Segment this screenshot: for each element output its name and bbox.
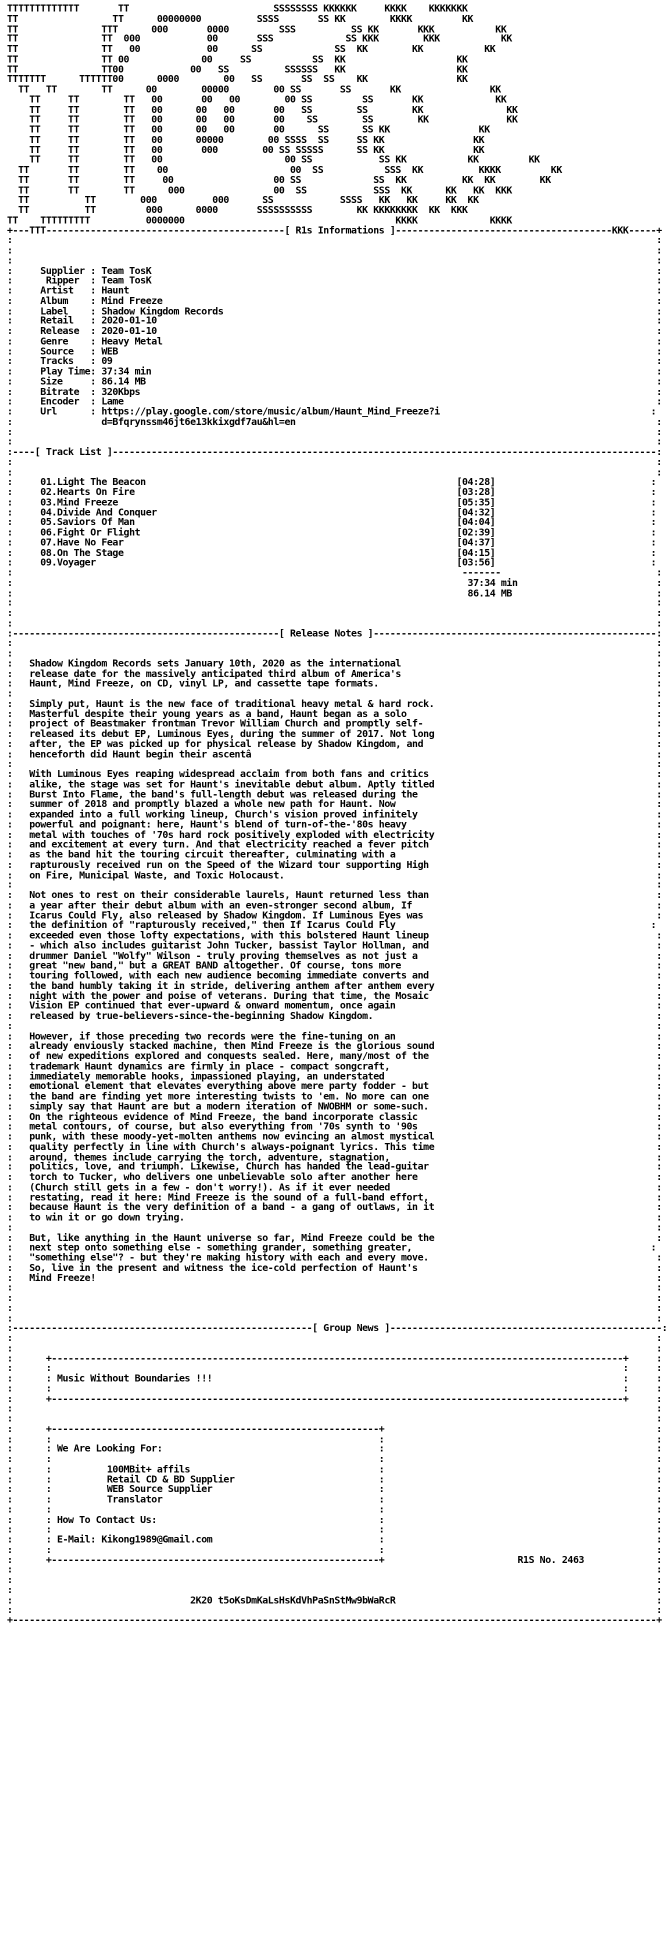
- nfo-document-text: TTTTTTTTTTTTT TT SSSSSSSS KKKKKK KKKK KKKKKKK TT TT 00000000 SSSS SS KK KKKK KK TT TTT 000 0000 SSS SS KK KKK KK TT TT 000 00 SSS SS KKK KKK KK TT TT 00 00 SS SS KK KK KK TT TT 00 00 SS SS KK KK TT TT00 00 SS SSSSSS KK KK TTTTTTT TTTTTT00 0000 00 SS SS SS KK KK TT TT TT 00 00000 00 SS SS KK KK TT TT TT 00 00 00 00 SS SS KK KK TT TT TT 00 00 00 00 SS SS KK KK TT TT TT 00 00 00 00 SS SS KK KK TT TT TT 00 00 00 00 SS SS KK KK TT TT TT 00 00000 00 SSSS SS SS KK KK TT TT TT 00 000 00 SS SSSSS SS KK KK TT TT TT 00 00 SS SS KK KK KK TT TT TT 00 00 SS SSS KK KKKK KK TT TT TT 00 00 SS SS KK KK KK KK TT TT TT 000 00 SS SSS KK KK KK KKK TT TT 000 000 SS SSSS KK KK KK KK TT TT 000 0000 SSSSSSSSSS KK KKKKKKKK KK KKK TT TTTTTTTTT 0000000 KKKK KKKK +---TTT-------------------------------------------[ R1s Informations ]---------------------------------------KKK-----+ : : : : : : : Supplier : Team TosK : : Ripper : Team TosK : : Artist : Haunt : : Album : Mind Freeze : : Label : Shadow Kingdom Records : : Retail : 2020-01-10 : : Release : 2020-01-10 : : Genre : Heavy Metal : : Source : WEB : : Tracks : 09 : : Play Time: 37:34 min : : Size : 86.14 MB : : Bitrate : 320Kbps : : Encoder : Lame : : Url : https://play.google.com/store/music/album/Haunt_Mind_Freeze?i : : d=Bfqrynssm46jt6e13kkixgdf7au&hl=en : : : : : :----[ Track List ]--------------------------------------------------------------------------------------------------: : : : : : 01.Light The Beacon [04:28] : : 02.Hearts On Fire [03:28] : : 03.Mind Freeze [05:35] : : 04.Divide And Conquer [04:32] : : 05.Saviors Of Man [04:04] : : 06.Fight Or Flight [02:39] : : 07.Have No Fear [04:37] : : 08.On The Stage [04:15] : : 09.Voyager [03:56] : : ------- : : 37:34 min : : 86.14 MB : : : : : : : :------------------------------------------------[ Release Notes ]---------------------------------------------------: : : : : : Shadow Kingdom Records sets January 10th, 2020 as the international : : release date for the massively anticipated third album of America's : : Haunt, Mind Freeze, on CD, vinyl LP, and cassette tape formats. : : : : Simply put, Haunt is the new face of traditional heavy metal & hard rock. : : Masterful despite their young years as a band, Haunt began as a solo : : project of Beastmaker frontman Trevor William Church and promptly self- : : released its debut EP, Luminous Eyes, during the summer of 2017. Not long : : after, the EP was picked up for physical release by Shadow Kingdom, and : : henceforth did Haunt begin their ascentâ : : : : With Luminous Eyes reaping widespread acclaim from both fans and critics : : alike, the stage was set for Haunt's inevitable debut album. Aptly titled : : Burst Into Flame, the band's full-length debut was released during the : : summer of 2018 and promptly blazed a whole new path for Haunt. Now : : expanded into a full working lineup, Church's vision proved infinitely : : powerful and poignant: here, Haunt's blend of turn-of-the-'80s heavy : : metal with touches of '70s hard rock positively exploded with electricity : : and excitement at every turn. And that electricity reached a fever pitch : : as the band hit the touring circuit thereafter, culminating with a : : rapturously received run on the Speed of the Wizard tour supporting High : : on Fire, Municipal Waste, and Toxic Holocaust. : : : : Not ones to rest on their considerable laurels, Haunt returned less than : : a year after their debut album with an even-stronger second album, If : : Icarus Could Fly, also released by Shadow Kingdom. If Luminous Eyes was : : the definition of "rapturously received," then If Icarus Could Fly : : exceeded even those lofty expectations, with this bolstered Haunt lineup : : - which also includes guitarist John Tucker, bassist Taylor Hollman, and : : drummer Daniel "Wolfy" Wilson - truly proving themselves as not just a : : great "new band," but a GREAT BAND altogether. Of course, tons more : : touring followed, with each new audience becoming immediate converts and : : the band humbly taking it in stride, delivering anthem after anthem every : : night with the power and poise of veterans. During that time, the Mosaic : : Vision EP continued that ever-upward & onward momentum, once again : : released by true-believers-since-the-beginning Shadow Kingdom. : : : : However, if those preceding two records were the fine-tuning on an : : already enviously stacked machine, then Mind Freeze is the glorious sound : : of new expeditions explored and conquests sealed. Here, many/most of the : : trademark Haunt dynamics are firmly in place - compact songcraft, : : immediately memorable hooks, impassioned playing, an understated : : emotional element that elevates everything above mere party fodder - but : : the band are finding yet more interesting twists to 'em. No more can one : : simply say that Haunt are but a modern iteration of NWOBHM or some-such. : : On the righteous evidence of Mind Freeze, the band incorporate classic : : metal contours, of course, but also everything from '70s synth to '90s : : punk, with these moody-yet-molten anthems now evincing an almost mystical : : quality perfectly in line with Church's always-poignant lyrics. This time : : around, themes include carrying the torch, adventure, stagnation, : : politics, love, and triumph. Likewise, Church has handed the lead-guitar : : torch to Tucker, who delivers one unbelievable solo after another here : : (Church still gets in a few - don't worry!). As if it ever needed : : restating, read it here: Mind Freeze is the sound of a full-band effort, : : because Haunt is the very definition of a band - a gang of outlaws, in it : : to win it or go down trying. : : : : But, like anything in the Haunt universe so far, Mind Freeze could be the : : next step onto something else - something grander, something greater, : : "something else"? - but they're making history with each and every move. : : So, live in the present and witness the ice-cold perfection of Haunt's : : Mind Freeze! : : : : : : : : : :------------------------------------------------------[ Group News ]-------------------------------------------------: : : : : : +-------------------------------------------------------------------------------------------------------+ : : : : : : : Music Without Boundaries !!! : : : : : : : +-------------------------------------------------------------------------------------------------------+ : : : : : : +-----------------------------------------------------------+ : : : : : : : We Are Looking For: : : : : : : : : 100MBit+ affils : : : : Retail CD & BD Supplier : : : : WEB Source Supplier : : : : Translator : : : : : : : : How To Contact Us: : : : : : : : : E-Mail: Kikong1989@Gmail.com : : : : : : : +-----------------------------------------------------------+ R1S No. 2463 : : : : : : : : 2K20 t5oKsDmKaLsHsKdVhPaSnStMw9bWaRcR : : : +--------------------------------------------------------------------------------------------------------------------+: [7, 2, 668, 1626]
